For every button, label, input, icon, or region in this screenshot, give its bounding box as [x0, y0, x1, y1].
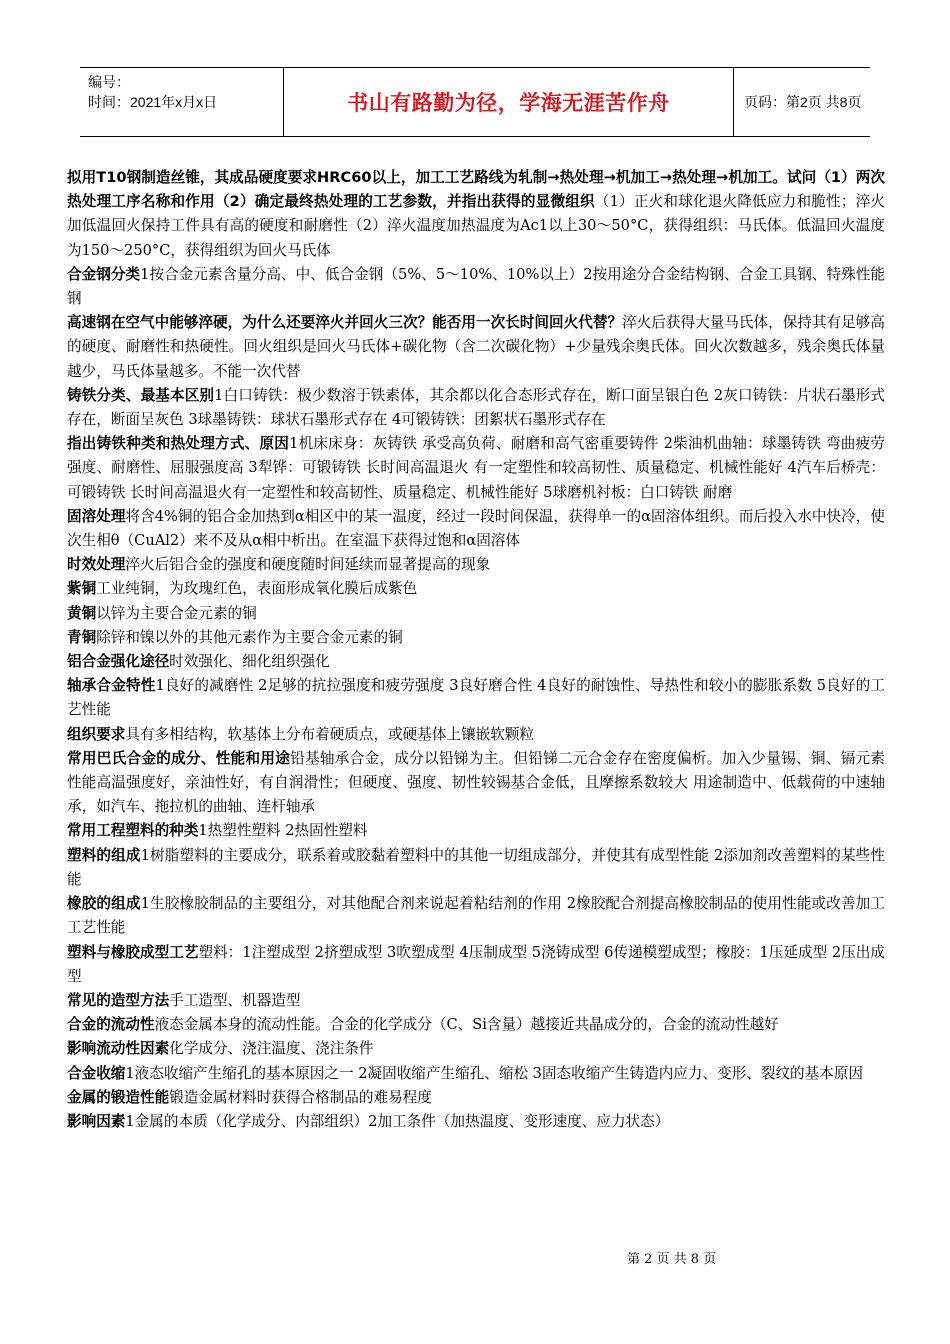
page-footer: 第 2 页 共 8 页 [627, 1252, 717, 1267]
paragraph-text: 具有多相结构，软基体上分布着硬质点，或硬基体上镶嵌软颗粒 [125, 725, 535, 743]
paragraph [67, 674, 885, 722]
paragraph-text: 以锌为主要合金元素的铜 [96, 604, 257, 622]
paragraph-term: 时效处理 [67, 556, 126, 574]
paragraph-text: 化学成分、浇注温度、浇注条件 [169, 1040, 374, 1058]
paragraph [67, 384, 885, 432]
paragraph-term: 轴承合金特性 [67, 677, 156, 695]
paragraph-text: 1金属的本质（化学成分、内部组织）2加工条件（加热温度、变形速度、应力状态） [125, 1112, 670, 1130]
paragraph-text: 手工造型、机器造型 [169, 991, 301, 1009]
paragraph-text: 1白口铸铁：极少数溶于铁素体，其余都以化合态形式存在，断口面呈银白色 2灰口铸铁：片状石墨形式存在，断面呈灰色 3球墨铸铁：球状石墨形式存在 4可锻铸铁：团絮状石墨形式存在 [67, 386, 885, 429]
document-time-label: 时间：2021年x月x日 [88, 94, 218, 110]
paragraph-text: 1良好的减磨性 2足够的抗拉强度和疲劳强度 3良好磨合性 4良好的耐蚀性、导热性和较小的膨胀系数 5良好的工艺性能 [67, 677, 885, 719]
paragraph-term: 常用工程塑料的种类 [67, 822, 199, 840]
paragraph-term: 影响因素 [67, 1112, 126, 1130]
header-motto: 书山有路勤为径，学海无涯苦作舟 [347, 91, 670, 115]
paragraph-text: 1热塑性塑料 2热固性塑料 [198, 822, 368, 840]
paragraph-text: 1树脂塑料的主要成分，联系着或胶黏着塑料中的其他一切组成部分，并使其有成型性能 2添加剂改善塑料的某些性能 [67, 846, 885, 888]
paragraph-term: 指出铸铁种类和热处理方式、原因 [67, 435, 290, 453]
paragraph-text: 液态金属本身的流动性能。合金的化学成分（C、Si含量）越接近共晶成分的，合金的流动性越好 [154, 1016, 779, 1034]
paragraph-text: （1）正火和球化退火降低应力和脆性；淬火加低温回火保持工件具有高的硬度和耐磨性（2）淬火温度加热温度为Ac1以上30～50°C，获得组织：马氏体。低温回火温度为150～250°C，获得组织为回火马氏体 [67, 193, 885, 259]
header-page-cell [734, 68, 870, 136]
paragraph-text: 时效强化、细化组织强化 [169, 653, 330, 671]
paragraph [67, 1037, 885, 1061]
paragraph-term: 黄铜 [67, 604, 97, 622]
paragraph [67, 577, 885, 601]
paragraph [67, 747, 885, 820]
paragraph-term: 合金的流动性 [67, 1016, 155, 1034]
header-motto-cell [284, 68, 734, 136]
paragraph-term: 常见的造型方法 [67, 991, 170, 1009]
paragraph-text: 锻造金属材料时获得合格制品的难易程度 [169, 1088, 432, 1106]
paragraph-text: 塑料：1注塑成型 2挤塑成型 3吹塑成型 4压制成型 5浇铸成型 6传递模塑成型；橡胶：1压延成型 2压出成型 [67, 943, 885, 985]
paragraph-term: 常用巴氏合金的成分、性能和用途 [67, 749, 291, 767]
paragraph [67, 432, 885, 505]
paragraph-text: 除锌和镍以外的其他元素作为主要合金元素的铜 [96, 628, 403, 646]
paragraph-term: 铸铁分类、最基本区别 [67, 386, 215, 404]
document-body [67, 166, 885, 1134]
paragraph-term: 组织要求 [67, 725, 126, 743]
paragraph-term: 合金钢分类 [67, 265, 141, 283]
paragraph [67, 166, 885, 263]
paragraph [67, 1062, 885, 1086]
paragraph-term: 橡胶的组成 [67, 895, 141, 913]
paragraph-text: 工业纯铜，为玫瑰红色，表面形成氧化膜后成紫色 [96, 580, 418, 598]
paragraph [67, 892, 885, 940]
paragraph-text: 1生胶橡胶制品的主要组分，对其他配合剂来说起着粘结剂的作用 2橡胶配合剂提高橡胶制品的使用性能或改善加工工艺性能 [67, 895, 885, 937]
paragraph [67, 989, 885, 1013]
document-number-label: 编号： [88, 74, 130, 90]
paragraph-term: 固溶处理 [67, 507, 126, 525]
paragraph [67, 941, 885, 989]
paragraph-term: 塑料的组成 [67, 846, 141, 864]
paragraph-text: 1液态收缩产生缩孔的基本原因之一 2凝固收缩产生缩孔、缩松 3固态收缩产生铸造内应力、变形、裂纹的基本原因 [125, 1064, 864, 1082]
paragraph [67, 819, 885, 843]
paragraph [67, 263, 885, 311]
paragraph [67, 650, 885, 674]
paragraph [67, 311, 885, 384]
paragraph [67, 553, 885, 577]
paragraph [67, 1110, 885, 1134]
paragraph [67, 626, 885, 650]
paragraph [67, 723, 885, 747]
paragraph [67, 505, 885, 553]
paragraph-term: 高速钢在空气中能够淬硬，为什么还要淬火并回火三次？能否用一次长时间回火代替？ [67, 314, 623, 332]
paragraph-term: 紫铜 [67, 580, 97, 598]
header-meta-cell [80, 68, 284, 136]
paragraph [67, 602, 885, 626]
paragraph [67, 844, 885, 892]
header-page-label: 页码：第2页 共8页 [744, 94, 862, 110]
paragraph-term: 合金收缩 [67, 1064, 126, 1082]
paragraph-text: 1按合金元素含量分高、中、低合金钢（5%、5～10%、10%以上）2按用途分合金结构钢、合金工具钢、特殊性能钢 [67, 265, 885, 308]
paragraph-term: 青铜 [67, 628, 97, 646]
paragraph-text: 将含4%铜的铝合金加热到α相区中的某一温度，经过一段时间保温，获得单一的α固溶体组织。而后投入水中快冷，使次生相θ（CuAl2）来不及从α相中析出。在室温下获得过饱和α固溶体 [67, 507, 885, 550]
paragraph [67, 1013, 885, 1037]
paragraph-term: 影响流动性因素 [67, 1040, 170, 1058]
paragraph-text: 淬火后获得大量马氏体，保持其有足够高的硬度、耐磨性和热硬性。回火组织是回火马氏体+碳化物（含二次碳化物）+少量残余奥氏体。回火次数越多，残余奥氏体量越少，马氏体量越多。不能一次代替 [67, 314, 885, 380]
paragraph-term: 金属的锻造性能 [67, 1088, 170, 1106]
paragraph-term: 塑料与橡胶成型工艺 [67, 943, 199, 961]
paragraph-term: 拟用T10钢制造丝锥，其成品硬度要求HRC60以上，加工工艺路线为轧制→热处理→机加工→热处理→机加工。试问（1）两次热处理工序名称和作用（2）确定最终热处理的工艺参数，并指出获得的显微组织 [67, 169, 885, 211]
paragraph-text: 淬火后铝合金的强度和硬度随时间延续而显著提高的现象 [125, 556, 491, 574]
paragraph [67, 1086, 885, 1110]
page-header [80, 67, 870, 137]
paragraph-term: 铝合金强化途径 [67, 653, 170, 671]
paragraph-text: 铅基轴承合金，成分以铅锑为主。但铅锑二元合金存在密度偏析。加入少量锡、铜、镉元素 性能高温强度好，亲油性好，有自润滑性；但硬度、强度、韧性较锡基合金低，且摩擦系数较大 用途制造中、低载荷的中速轴承，如汽车、拖拉机的曲轴、连杆轴承 [67, 749, 885, 816]
paragraph-text: 1机床床身：灰铸铁 承受高负荷、耐磨和高气密重要铸件 2柴油机曲轴：球墨铸铁 弯曲疲劳强度、耐磨性、屈服强度高 3犁铧：可锻铸铁 长时间高温退火 有一定塑性和较高韧性、质量稳定、机械性能好 4汽车后桥壳：可锻铸铁 长时间高温退火有一定塑性和较高韧性、质量稳定、机械性能好 5球磨机衬板：白口铸铁 耐磨 [67, 435, 885, 501]
